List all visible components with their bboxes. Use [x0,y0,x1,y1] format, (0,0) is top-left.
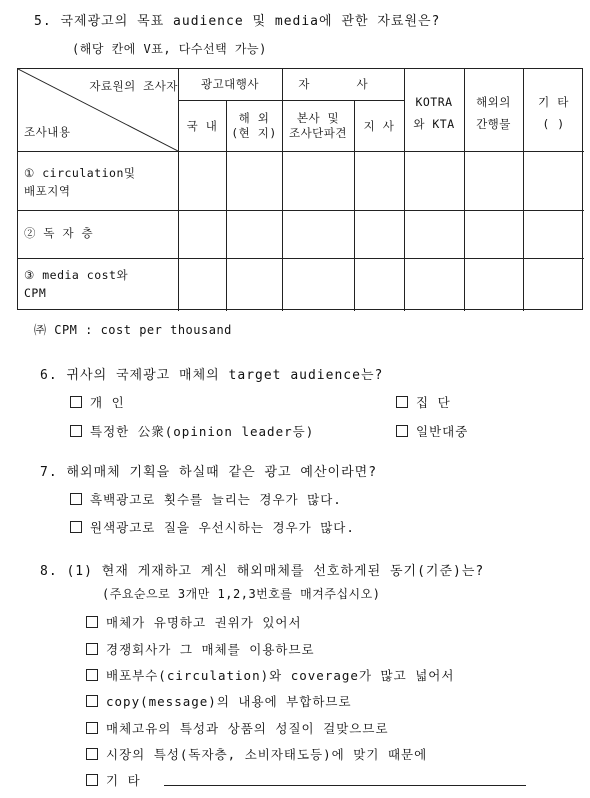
col-ad-agency: 광고대행사 [200,77,260,91]
q5-title: 5. 국제광고의 목표 audience 및 media에 관한 자료원은? [34,14,441,29]
q6-option-general-public[interactable]: 일반대중 [396,422,468,440]
col-ad-overseas: 해 외 (현 지) [231,111,277,140]
col-company: 자 사 [298,77,388,91]
q8-option-copy[interactable]: copy(message)의 내용에 부합하므로 [86,692,352,710]
q8-note: (주요순으로 3개만 1,2,3번호를 매겨주십시오) [102,587,381,601]
checkbox[interactable] [396,425,408,437]
q5-note: (해당 칸에 V표, 다수선택 가능) [72,42,267,56]
checkbox[interactable] [70,521,82,533]
q8-title: 8. (1) 현재 게재하고 계신 해외매체를 선호하게된 동기(기준)는? [40,564,485,579]
col-line-1 [178,69,179,311]
checkbox[interactable] [70,425,82,437]
q8-option-characteristics[interactable]: 매체고유의 특성과 상품의 성질이 걸맞으므로 [86,719,389,737]
row2-bottom-line [18,258,584,259]
row1-bottom-line [18,210,584,211]
checkbox[interactable] [70,493,82,505]
row-label-readers: ② 독 자 층 [24,226,94,240]
checkbox[interactable] [86,695,98,707]
row-label-circulation: ① circulation및 배포지역 [24,166,136,198]
q6-option-specific-public[interactable]: 특정한 公衆(opinion leader등) [70,422,314,440]
q7-title: 7. 해외매체 기획을 하실때 같은 광고 예산이라면? [40,465,378,480]
col-kotra: KOTRA 와 KTA [413,95,455,131]
q6-option-group[interactable]: 집 단 [396,393,451,411]
q6-option-individual[interactable]: 개 인 [70,393,125,411]
col-company-hq: 본사 및 조사단파견 [288,111,348,140]
q6-title: 6. 귀사의 국제광고 매체의 target audience는? [40,368,384,383]
q8-option-circulation[interactable]: 배포부수(circulation)와 coverage가 많고 넓어서 [86,666,454,684]
checkbox[interactable] [86,616,98,628]
q7-option-color[interactable]: 원색광고로 질을 우선시하는 경우가 많다. [70,518,355,536]
checkbox[interactable] [86,774,98,786]
col-line-3 [282,69,283,311]
q8-other-input-line[interactable] [164,785,526,786]
checkbox[interactable] [86,748,98,760]
col-ad-domestic: 국 내 [186,119,218,133]
checkbox[interactable] [70,396,82,408]
checkbox[interactable] [86,669,98,681]
q5-footnote: ㈜ CPM : cost per thousand [34,323,232,337]
header-bottom-line [18,151,584,152]
checkbox[interactable] [86,643,98,655]
header-sub-line [178,100,404,101]
q8-option-market[interactable]: 시장의 특성(독자층, 소비자태도등)에 맞기 때문에 [86,745,427,763]
q7-option-bw[interactable]: 흑백광고로 횟수를 늘리는 경우가 많다. [70,490,342,508]
col-company-branch: 지 사 [363,119,395,133]
q8-option-other[interactable]: 기 타 [86,771,141,789]
checkbox[interactable] [396,396,408,408]
q8-option-famous[interactable]: 매체가 유명하고 권위가 있어서 [86,613,302,631]
corner-bottom-label: 조사내용 [24,125,71,139]
row-label-media-cost: ③ media cost와 CPM [24,268,129,300]
col-other: 기 타 ( ) [538,95,569,131]
checkbox[interactable] [86,722,98,734]
col-overseas-pub: 해외의 간행물 [476,95,511,131]
q8-option-competitor[interactable]: 경쟁회사가 그 매체를 이용하므로 [86,640,315,658]
corner-top-label: 자료원의 조사자 [89,79,178,93]
source-table [17,68,583,310]
